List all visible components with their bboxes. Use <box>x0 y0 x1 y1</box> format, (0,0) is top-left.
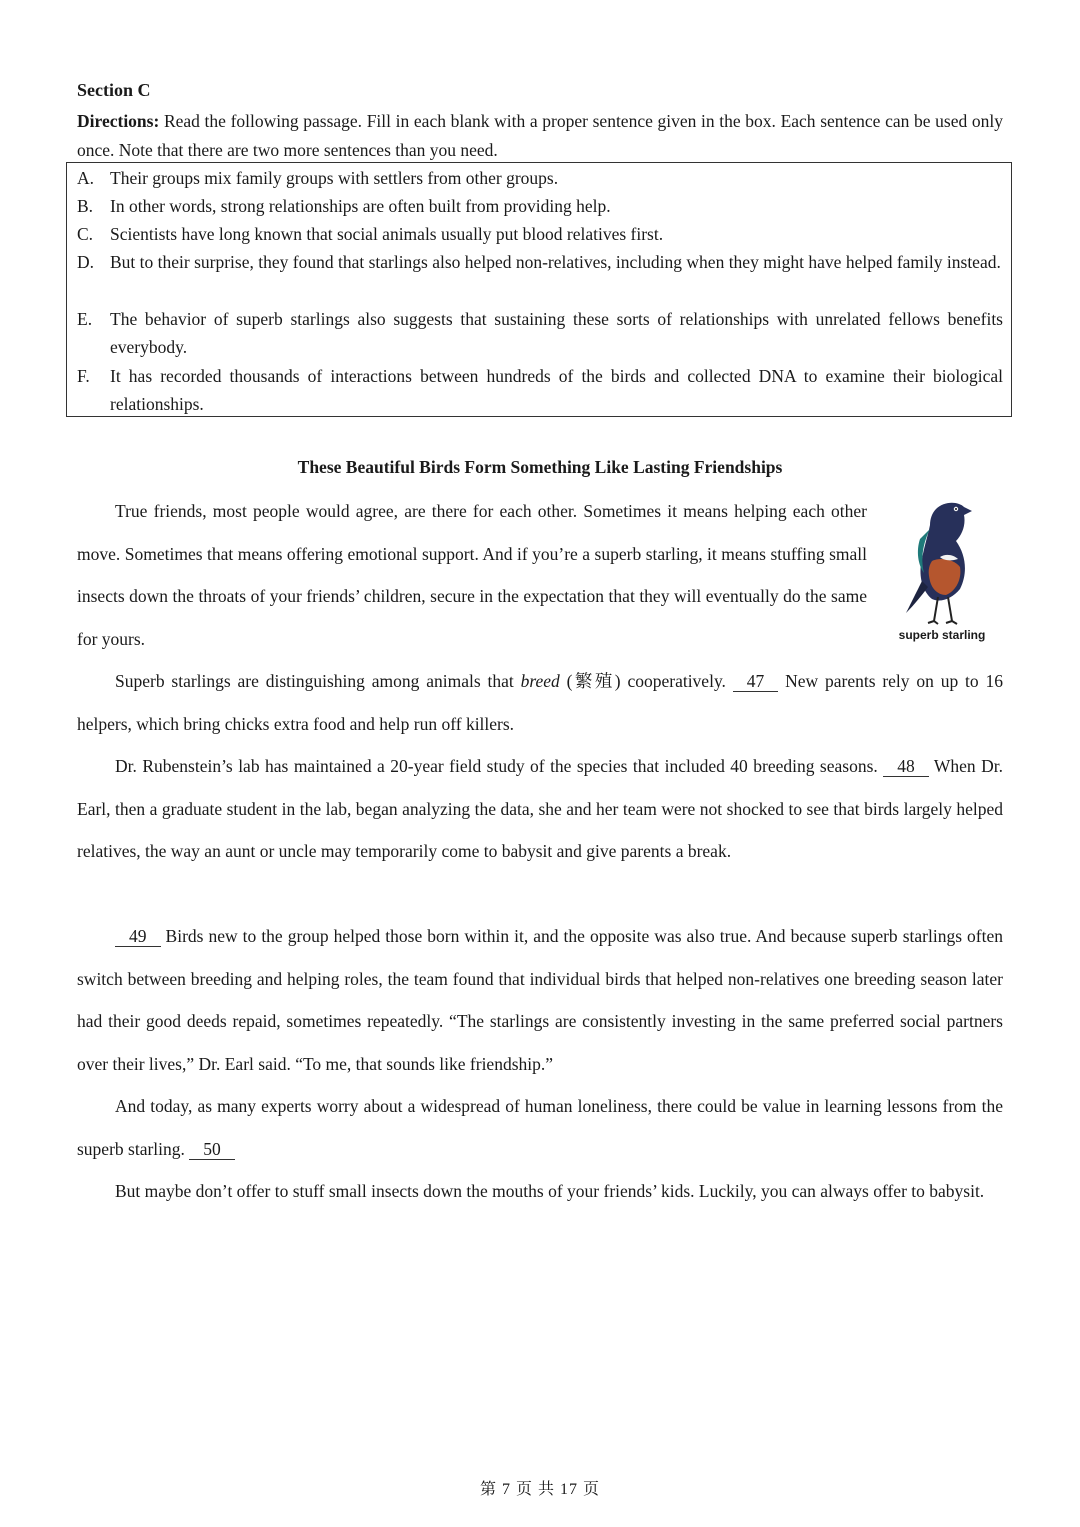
option-letter: A. <box>77 168 95 188</box>
italic-word-breed: breed <box>520 671 560 691</box>
paragraph-4-text: Birds new to the group helped those born within it, and the opposite was also true. And because superb starlings often switch between breeding and helping roles, the team found that individual birds that helped non-relatives one breeding season later had their good deeds repaid, sometimes repeatedly. “The starlings are consistently investing in the same preferred social partners over their lives,” Dr. Earl said. “To me, that sounds like friendship.” <box>77 926 1003 1074</box>
section-title: Section C <box>77 80 151 100</box>
page-footer: 第 7 页 共 17 页 <box>479 1481 600 1498</box>
option-e <box>77 305 1003 362</box>
directions <box>77 107 1003 164</box>
paragraph-5-text: And today, as many experts worry about a widespread of human loneliness, there could be value in learning lessons from the superb starling. <box>77 1096 1003 1159</box>
option-letter: C. <box>77 224 94 244</box>
option-letter: E. <box>77 309 93 329</box>
option-text: In other words, strong relationships are often built from providing help. <box>110 196 611 216</box>
paragraph-6: But maybe don’t offer to stuff small insects down the mouths of your friends’ kids. Luckily, you can always offer to babysit. <box>115 1181 985 1201</box>
article-title: These Beautiful Birds Form Something Like Lasting Friendships <box>297 457 783 477</box>
option-letter: B. <box>77 196 94 216</box>
blank-47: 47 <box>733 671 779 692</box>
superb-starling-image <box>894 495 984 625</box>
paragraph-2-text-b: (繁殖) cooperatively. <box>559 671 733 691</box>
paragraph-3-text-b: When Dr. Earl, then a graduate student in the lab, began analyzing the data, she and her team were not shocked to see that birds largely helped relatives, the way an aunt or uncle may temporarily come to babysit and give parents a break. <box>77 756 1003 861</box>
option-text: Scientists have long known that social animals usually put blood relatives first. <box>110 224 664 244</box>
option-b <box>77 192 1003 220</box>
paragraph-3-text-a: Dr. Rubenstein’s lab has maintained a 20-year field study of the species that included 40 breeding seasons. <box>115 756 884 776</box>
option-text: The behavior of superb starlings also suggests that sustaining these sorts of relationships with unrelated fellows benefits everybody. <box>110 309 1003 358</box>
option-d <box>77 248 1003 276</box>
option-text: Their groups mix family groups with settlers from other groups. <box>110 168 559 188</box>
option-c <box>77 220 1003 248</box>
paragraph-3 <box>77 745 1003 873</box>
paragraph-2 <box>77 660 1003 745</box>
paragraph-4 <box>77 915 1003 1085</box>
image-caption: superb starling <box>898 628 986 642</box>
blank-48: 48 <box>883 756 929 777</box>
option-letter: F. <box>77 366 90 386</box>
option-text: But to their surprise, they found that starlings also helped non-relatives, including when they might have helped family instead. <box>110 252 1001 272</box>
paragraph-1: True friends, most people would agree, are there for each other. Sometimes it means helping each other move. Sometimes that means offering emotional support. And if you’re a superb starling, it means stuffing small insects down the throats of your friends’ children, secure in the expectation that they will eventually do the same for yours. <box>77 501 867 649</box>
option-a <box>77 164 1003 192</box>
option-f <box>77 362 1003 419</box>
paragraph-5 <box>77 1085 1003 1170</box>
directions-text: Read the following passage. Fill in each blank with a proper sentence given in the box. Each sentence can be used only once. Note that there are two more sentences than you need. <box>77 111 1003 160</box>
option-text: It has recorded thousands of interactions between hundreds of the birds and collected DNA to examine their biological relationships. <box>110 366 1003 415</box>
directions-label: Directions: <box>77 111 160 131</box>
blank-50: 50 <box>189 1139 235 1160</box>
option-letter: D. <box>77 252 95 272</box>
paragraph-2-text-a: Superb starlings are distinguishing among animals that <box>115 671 521 691</box>
blank-49: 49 <box>115 926 161 947</box>
paragraph-2-text-c: New parents rely on up to 16 helpers, which bring chicks extra food and help run off killers. <box>77 671 1003 734</box>
